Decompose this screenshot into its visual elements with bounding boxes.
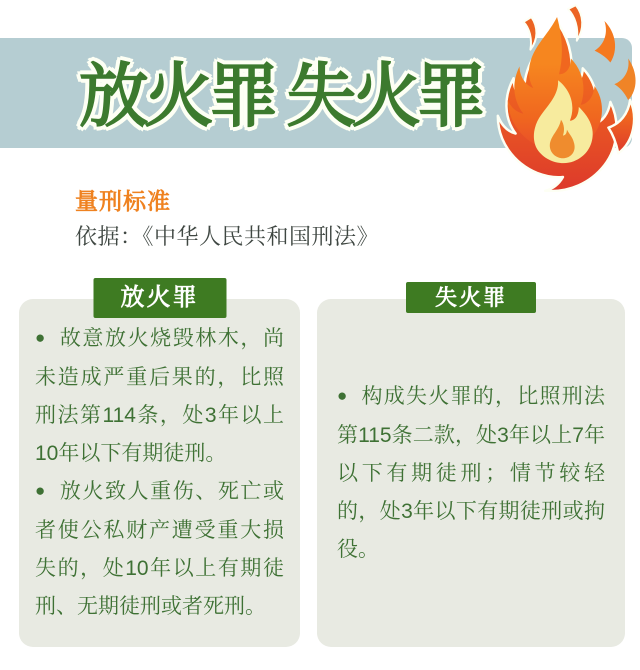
arson-crime-box bbox=[19, 299, 300, 647]
section-heading-sentencing-standard: 量刑标准 bbox=[75, 188, 171, 214]
tab-negligent-fire-crime: 失火罪 bbox=[406, 282, 536, 313]
bullet-icon: ● bbox=[35, 328, 47, 347]
comparison-columns bbox=[0, 278, 640, 653]
negligent-fire-rule-1: 构成失火罪的，比照刑法第115条二款，处3年以上7年以下有期徒刑；情节较轻的，处3年以下有期徒刑或拘役。 bbox=[337, 384, 605, 561]
negligent-fire-column bbox=[317, 278, 625, 648]
bullet-icon: ● bbox=[337, 385, 349, 405]
list-item bbox=[35, 320, 284, 473]
negligent-fire-box bbox=[317, 299, 625, 647]
bullet-icon: ● bbox=[35, 481, 47, 500]
legal-basis-text: 依据：《中华人民共和国刑法》 bbox=[75, 224, 380, 249]
tab-arson-crime: 放火罪 bbox=[93, 278, 226, 318]
flame-icon bbox=[482, 2, 640, 192]
arson-rule-2: 放火致人重伤、死亡或者使公私财产遭受重大损失的，处10年以上有期徒刑、无期徒刑或者死刑。 bbox=[35, 480, 284, 618]
poster-title: 放火罪 失火罪 bbox=[78, 59, 482, 136]
arson-crime-column bbox=[19, 278, 300, 648]
arson-rule-1: 故意放火烧毁林木，尚未造成严重后果的，比照刑法第114条，处3年以上10年以下有期徒刑。 bbox=[35, 327, 284, 465]
list-item bbox=[337, 378, 605, 569]
list-item bbox=[35, 473, 284, 626]
